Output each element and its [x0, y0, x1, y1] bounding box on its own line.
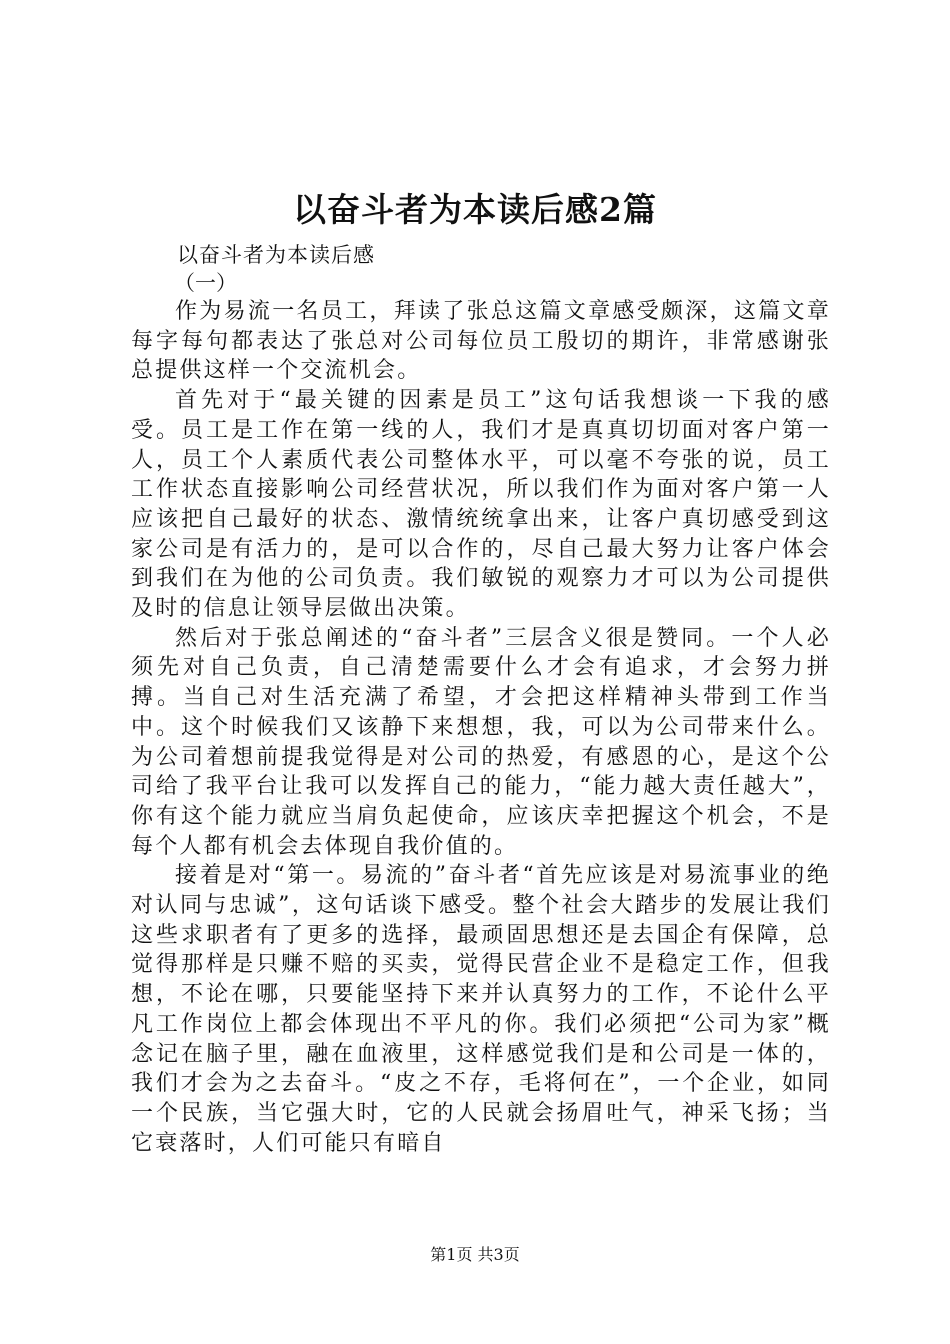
- document-subtitle: 以奋斗者为本读后感: [177, 243, 375, 267]
- paragraph: 接着是对“第一。易流的”奋斗者“首先应该是对易流事业的绝对认同与忠诚”，这句话谈下感受。整个社会大踏步的发展让我们这些求职者有了更多的选择，最顽固思想还是去国企有保障，总觉得那样是只赚不赔的买卖，觉得民营企业不是稳定工作，但我想，不论在哪，只要能坚持下来并认真努力的工作，不论什么平凡工作岗位上都会体现出不平凡的你。我们必须把“公司为家”概念记在脑子里，融在血液里，这样感觉我们是和公司是一体的，我们才会为之去奋斗。“皮之不存，毛将何在”，一个企业，如同一个民族，当它强大时，它的人民就会扬眉吐气，神采飞扬；当它衰落时，人们可能只有暗自: [131, 863, 831, 1156]
- page-footer: 第1页 共3页: [430, 1245, 520, 1264]
- document-body: [131, 297, 831, 1187]
- paragraph: 然后对于张总阐述的“奋斗者”三层含义很是赞同。一个人必须先对自己负责，自己清楚需要什么才会有追求，才会努力拼搏。当自己对生活充满了希望，才会把这样精神头带到工作当中。这个时候我们又该静下来想想，我，可以为公司带来什么。为公司着想前提我觉得是对公司的热爱，有感恩的心，是这个公司给了我平台让我可以发挥自己的能力，“能力越大责任越大”，你有这个能力就应当肩负起使命，应该庆幸把握这个机会，不是每个人都有机会去体现自我价值的。: [131, 625, 831, 859]
- paragraph: 作为易流一名员工，拜读了张总这篇文章感受颇深，这篇文章每字每句都表达了张总对公司每位员工殷切的期许，非常感谢张总提供这样一个交流机会。: [131, 299, 831, 384]
- section-number: （一）: [174, 271, 237, 295]
- document-title: 以奋斗者为本读后感2篇: [293, 190, 657, 229]
- paragraph: 首先对于“最关键的因素是员工”这句话我想谈一下我的感受。员工是工作在第一线的人，我们才是真真切切面对客户第一人，员工个人素质代表公司整体水平，可以毫不夸张的说，员工工作状态直接影响公司经营状况，所以我们作为面对客户第一人应该把自己最好的状态、激情统统拿出来，让客户真切感受到这家公司是有活力的，是可以合作的，尽自己最大努力让客户体会到我们在为他的公司负责。我们敏锐的观察力才可以为公司提供及时的信息让领导层做出决策。: [131, 388, 831, 622]
